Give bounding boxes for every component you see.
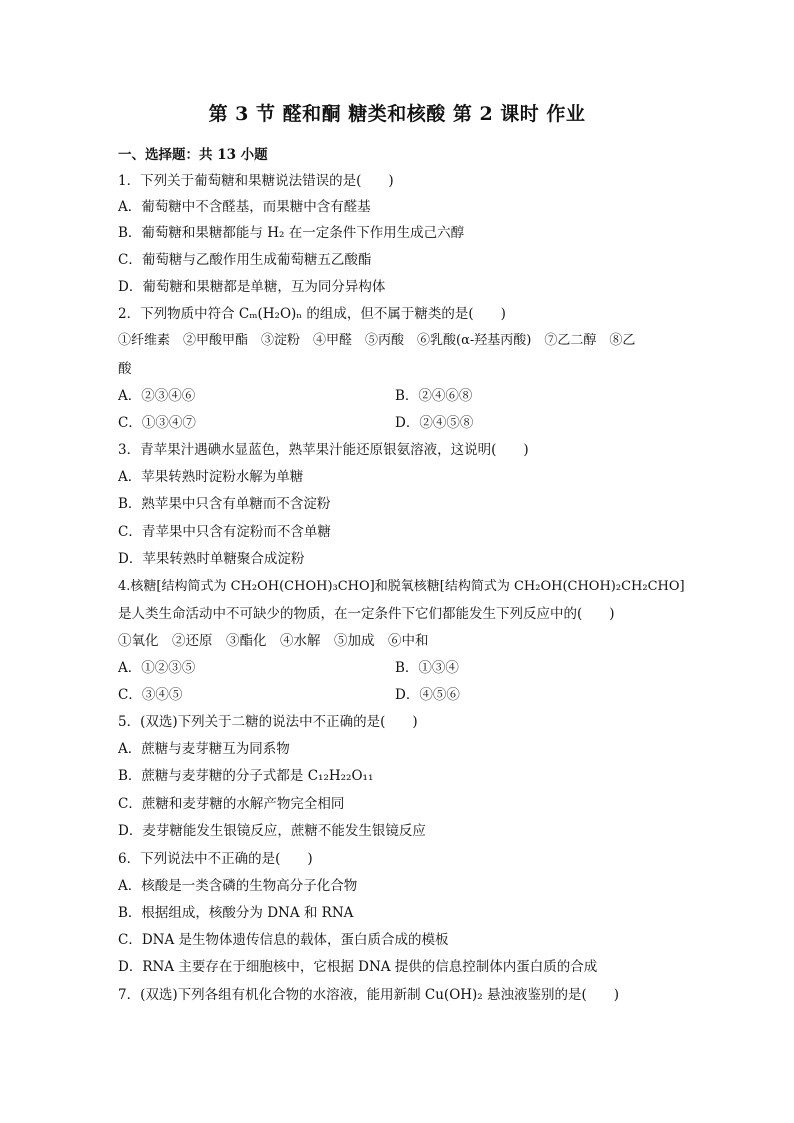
q1-option-d: D．葡萄糖和果糖都是单糖，互为同分异构体	[118, 279, 386, 295]
q2-stem: 2．下列物质中符合 Cₘ(H₂O)ₙ 的组成，但不属于糖类的是( )	[118, 306, 506, 322]
q1-option-b: B．葡萄糖和果糖都能与 H₂ 在一定条件下作用生成己六醇	[118, 225, 465, 241]
q6-option-c: C．DNA 是生物体遗传信息的载体，蛋白质合成的模板	[118, 932, 449, 948]
q1-option-a: A．葡萄糖中不含醛基，而果糖中含有醛基	[118, 199, 371, 215]
q4-option-c: C．③④⑤	[118, 687, 183, 703]
q1-option-c: C．葡萄糖与乙酸作用生成葡萄糖五乙酸酯	[118, 252, 372, 268]
q3-option-d: D．苹果转熟时单糖聚合成淀粉	[118, 551, 305, 567]
q6-option-d: D．RNA 主要存在于细胞核中，它根据 DNA 提供的信息控制体内蛋白质的合成	[118, 959, 598, 975]
q3-stem: 3．青苹果汁遇碘水显蓝色，熟苹果汁能还原银氨溶液，这说明( )	[118, 442, 529, 458]
q4-option-a: A．①②③⑤	[118, 660, 196, 676]
q2-items: ①纤维素 ②甲酸甲酯 ③淀粉 ④甲醛 ⑤丙酸 ⑥乳酸(α-羟基丙酸) ⑦乙二醇 ⑧乙	[118, 333, 636, 348]
q5-stem: 5．(双选)下列关于二糖的说法中不正确的是( )	[118, 714, 418, 730]
q3-option-a: A．苹果转熟时淀粉水解为单糖	[118, 469, 304, 485]
q5-option-d: D．麦芽糖能发生银镜反应，蔗糖不能发生银镜反应	[118, 823, 426, 839]
q1-stem: 1．下列关于葡萄糖和果糖说法错误的是( )	[118, 173, 394, 189]
q3-option-b: B．熟苹果中只含有单糖而不含淀粉	[118, 496, 331, 512]
q3-option-c: C．青苹果中只含有淀粉而不含单糖	[118, 524, 331, 540]
q2-option-a: A．②③④⑥	[118, 388, 196, 404]
q5-option-b: B．蔗糖与麦芽糖的分子式都是 C₁₂H₂₂O₁₁	[118, 768, 374, 784]
page-title: 第 3 节 醛和酮 糖类和核酸 第 2 课时 作业	[208, 103, 586, 125]
q2-option-c: C．①③④⑦	[118, 415, 196, 431]
q2-items-cont: 酸	[118, 361, 132, 377]
q4-stem-cont: 是人类生命活动中不可缺少的物质，在一定条件下它们都能发生下列反应中的( )	[118, 606, 615, 622]
q6-option-a: A．核酸是一类含磷的生物高分子化合物	[118, 878, 358, 894]
q6-stem: 6．下列说法中不正确的是( )	[118, 851, 313, 867]
q7-stem: 7．(双选)下列各组有机化合物的水溶液，能用新制 Cu(OH)₂ 悬浊液鉴别的是( )	[118, 987, 620, 1003]
q6-option-b: B．根据组成，核酸分为 DNA 和 RNA	[118, 905, 354, 921]
section-heading: 一、选择题：共 13 小题	[118, 147, 268, 163]
q5-option-a: A．蔗糖与麦芽糖互为同系物	[118, 741, 290, 757]
q4-option-d: D．④⑤⑥	[395, 687, 460, 703]
q4-option-b: B．①③④	[395, 660, 459, 676]
q5-option-c: C．蔗糖和麦芽糖的水解产物完全相同	[118, 796, 345, 812]
q4-stem: 4.核糖[结构简式为 CH₂OH(CHOH)₃CHO]和脱氧核糖[结构简式为 CH₂OH(CHOH)₂CH₂CHO]	[118, 579, 685, 594]
q4-items: ①氧化 ②还原 ③酯化 ④水解 ⑤加成 ⑥中和	[118, 633, 429, 649]
q2-option-d: D．②④⑤⑧	[395, 415, 474, 431]
q2-option-b: B．②④⑥⑧	[395, 388, 473, 404]
